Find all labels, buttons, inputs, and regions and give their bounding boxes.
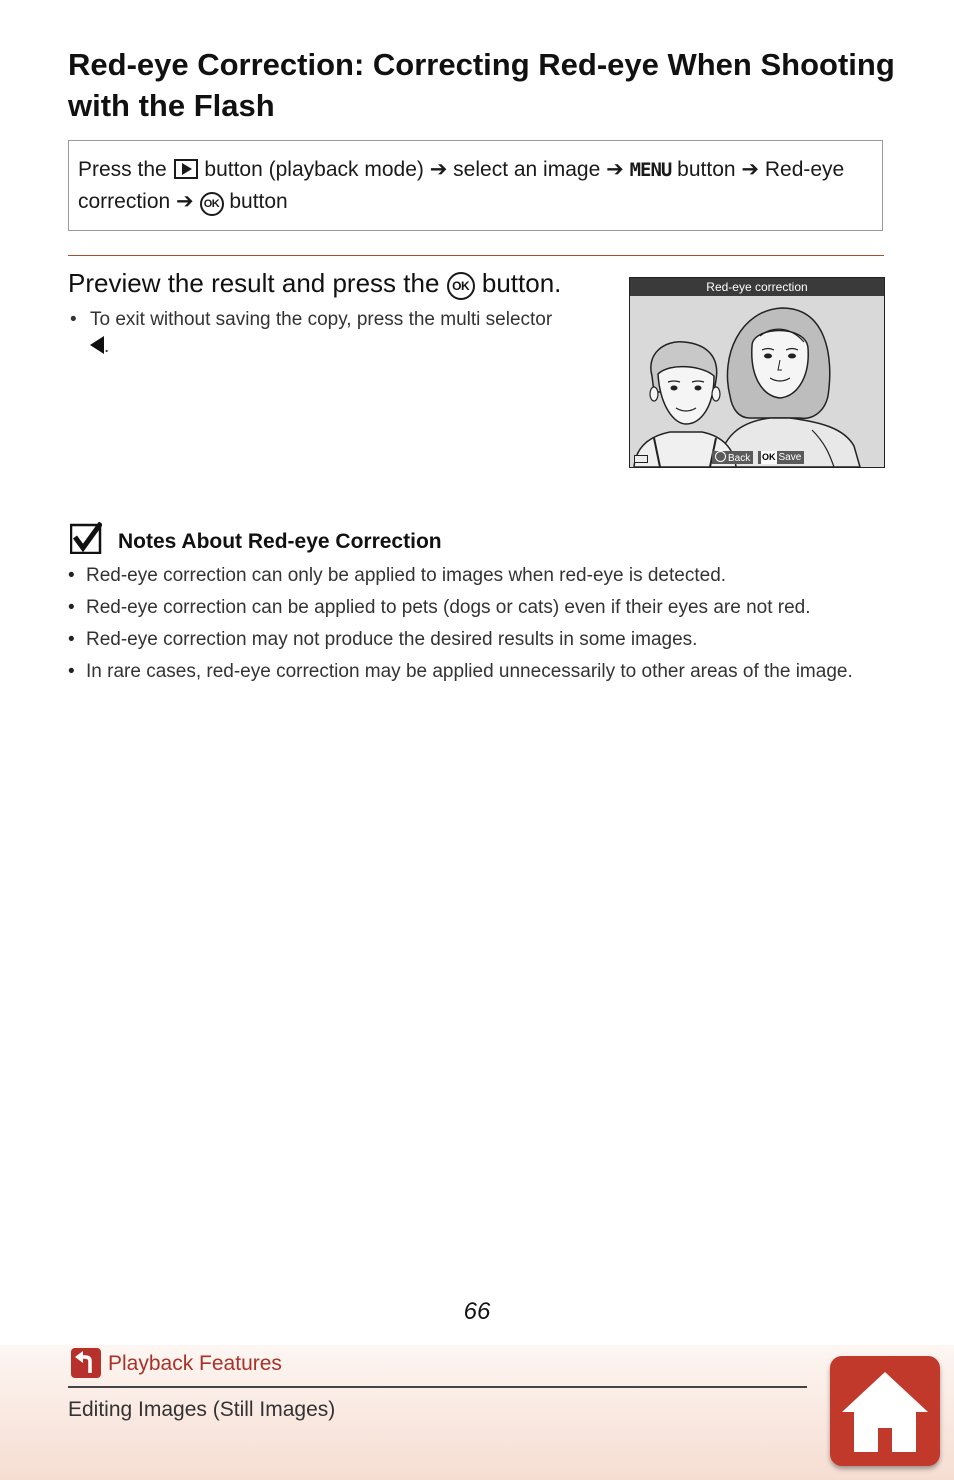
portrait-illustration bbox=[630, 296, 884, 467]
home-button[interactable] bbox=[830, 1356, 940, 1466]
section-link-playback-features[interactable]: Playback Features bbox=[108, 1352, 282, 1375]
screen-title: Red-eye correction bbox=[630, 278, 884, 296]
save-control bbox=[758, 451, 804, 464]
ok-button-icon: OK bbox=[447, 272, 475, 300]
back-label: Back bbox=[728, 453, 751, 464]
menu-icon: MENU bbox=[629, 159, 672, 181]
bullet-end: . bbox=[104, 336, 110, 357]
navigation-path-box bbox=[68, 140, 883, 231]
notes-title: Notes About Red-eye Correction bbox=[118, 530, 442, 553]
camera-screen-preview bbox=[629, 277, 885, 468]
nav-text-button: button bbox=[677, 158, 736, 181]
list-item: • In rare cases, red-eye correction may be applied unnecessarily to other areas of the image. bbox=[68, 657, 898, 687]
back-control bbox=[712, 451, 753, 464]
multi-selector-left-icon bbox=[90, 336, 104, 354]
list-item: • Red-eye correction may not produce the desired results in some images. bbox=[68, 625, 898, 655]
notes-list bbox=[68, 561, 898, 689]
list-item bbox=[68, 306, 598, 360]
subsection-label: Editing Images (Still Images) bbox=[68, 1398, 336, 1421]
step-text-end: button. bbox=[481, 268, 562, 298]
list-item: • Red-eye correction can be applied to pets (dogs or cats) even if their eyes are not red. bbox=[68, 593, 898, 623]
rotary-selector-icon bbox=[715, 451, 726, 462]
nav-text-press: Press the bbox=[78, 158, 167, 181]
ok-button-icon: OK bbox=[200, 192, 224, 216]
save-label: Save bbox=[778, 452, 802, 463]
nav-text-playback: button (playback mode) bbox=[204, 158, 424, 181]
nav-text-select: select an image bbox=[453, 158, 601, 181]
arrow-icon: ➔ bbox=[741, 158, 760, 181]
nav-text-redeye: Red-eye correction bbox=[78, 158, 845, 213]
playback-icon bbox=[174, 159, 198, 179]
page-title: Red-eye Correction: Correcting Red-eye When Shooting with the Flash bbox=[68, 47, 895, 123]
list-item: • Red-eye correction can only be applied to images when red-eye is detected. bbox=[68, 561, 898, 591]
step-heading bbox=[68, 266, 561, 300]
nav-text-button-end: button bbox=[229, 190, 288, 213]
ok-key-icon: OK bbox=[762, 452, 776, 462]
page-number: 66 bbox=[463, 1298, 491, 1325]
return-icon[interactable] bbox=[71, 1348, 101, 1378]
check-mark-icon bbox=[70, 522, 102, 554]
arrow-icon: ➔ bbox=[176, 190, 194, 213]
step-bullets bbox=[68, 306, 598, 360]
arrow-icon: ➔ bbox=[606, 158, 624, 181]
footer-divider bbox=[68, 1386, 807, 1388]
arrow-icon: ➔ bbox=[429, 158, 448, 181]
battery-icon bbox=[634, 455, 648, 463]
home-icon bbox=[830, 1356, 940, 1466]
section-divider bbox=[68, 255, 884, 256]
bullet-text: To exit without saving the copy, press the multi selector bbox=[90, 309, 553, 330]
step-text: Preview the result and press the bbox=[68, 268, 440, 298]
